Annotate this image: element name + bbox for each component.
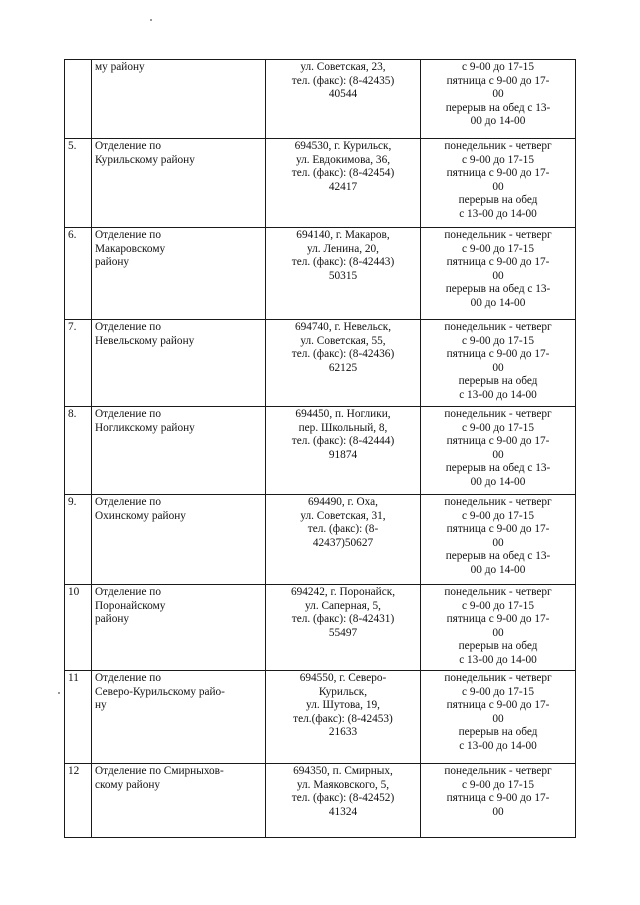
hours-cell	[421, 671, 576, 764]
row-number: 10	[65, 585, 92, 671]
hours-line: пятница с 9-00 до 17-	[446, 348, 550, 361]
hours-line: понедельник - четверг	[444, 765, 552, 777]
row-number: 11	[65, 671, 92, 764]
address-line: 694550, г. Северо-	[299, 672, 387, 684]
office-name-line: Отделение по	[95, 229, 161, 241]
hours-line: пятница с 9-00 до 17-	[446, 613, 550, 626]
office-name-line: Отделение по	[95, 496, 161, 508]
table-row	[65, 764, 576, 838]
hours-line: с 13-00 до 14-00	[459, 739, 537, 752]
hours-cell	[421, 228, 576, 320]
hours-line: перерыв на обед	[458, 375, 538, 388]
table-row	[65, 60, 576, 139]
table-row	[65, 495, 576, 585]
address-line: тел. (факс): (8-42435)	[291, 74, 395, 87]
office-name-cell	[92, 764, 266, 838]
address-line: 694140, г. Макаров,	[296, 229, 390, 241]
address-line: 21633	[328, 726, 358, 739]
hours-line: понедельник - четверг	[444, 496, 552, 508]
hours-line: с 9-00 до 17-15	[462, 685, 534, 698]
office-name-line: Макаровскому	[95, 242, 166, 255]
hours-line: перерыв на обед	[458, 194, 538, 207]
hours-line: с 9-00 до 17-15	[462, 421, 534, 434]
scan-speck	[58, 692, 60, 694]
address-cell	[266, 320, 421, 407]
hours-line: пятница с 9-00 до 17-	[446, 167, 550, 180]
table-row	[65, 407, 576, 495]
address-line: тел. (факс): (8-42443)	[291, 256, 395, 269]
hours-line: с 9-00 до 17-15	[462, 242, 534, 255]
hours-line: 00	[492, 805, 504, 818]
hours-line: перерыв на обед с 13-	[445, 550, 551, 563]
address-line: 91874	[328, 448, 358, 461]
hours-line: перерыв на обед	[458, 640, 538, 653]
hours-cell	[421, 407, 576, 495]
hours-line: 00	[492, 88, 504, 101]
address-cell	[266, 495, 421, 585]
office-name-line: Отделение по	[95, 672, 161, 684]
hours-line: перерыв на обед	[458, 726, 538, 739]
hours-line: понедельник - четверг	[444, 140, 552, 152]
address-line: 694450, п. Ноглики,	[295, 408, 391, 420]
address-line: 40544	[328, 88, 358, 101]
hours-line: с 9-00 до 17-15	[462, 509, 534, 522]
office-name-cell	[92, 320, 266, 407]
hours-line: понедельник - четверг	[444, 229, 552, 241]
address-line: ул. Саперная, 5,	[305, 599, 381, 612]
office-name-line: Невельскому району	[95, 334, 195, 347]
address-line: 41324	[328, 805, 358, 818]
hours-line: понедельник - четверг	[444, 672, 552, 684]
office-name-line: скому району	[95, 778, 161, 791]
office-name-line: Курильскому району	[95, 153, 195, 166]
address-line: ул. Маяковского, 5,	[296, 778, 390, 791]
office-name-cell	[92, 671, 266, 764]
hours-cell	[421, 764, 576, 838]
hours-line: с 13-00 до 14-00	[459, 388, 537, 401]
hours-line: 00	[492, 536, 504, 549]
address-line: 694490, г. Оха,	[307, 496, 379, 508]
address-line: 50315	[328, 269, 358, 282]
address-line: 694530, г. Курильск,	[294, 140, 392, 152]
office-name-line: Поронайскому	[95, 599, 166, 612]
row-number	[65, 60, 92, 139]
row-number: 9.	[65, 495, 92, 585]
address-line: 62125	[328, 361, 358, 374]
address-line: 694740, г. Невельск,	[294, 321, 392, 333]
hours-line: с 13-00 до 14-00	[459, 207, 537, 220]
address-cell	[266, 764, 421, 838]
office-name-line: району	[95, 256, 130, 269]
hours-line: перерыв на обед с 13-	[445, 101, 551, 114]
address-cell	[266, 671, 421, 764]
address-line: Курильск,	[318, 685, 368, 698]
hours-line: 00 до 14-00	[470, 296, 526, 309]
office-name-cell	[92, 585, 266, 671]
address-cell	[266, 407, 421, 495]
address-line: тел. (факс): (8-42454)	[291, 167, 395, 180]
address-cell	[266, 139, 421, 228]
office-name-cell	[92, 495, 266, 585]
address-line: тел. (факс): (8-42431)	[291, 613, 395, 626]
hours-line: 00	[492, 361, 504, 374]
address-line: тел. (факс): (8-42436)	[291, 348, 395, 361]
address-line: ул. Советская, 55,	[300, 334, 386, 347]
hours-cell	[421, 60, 576, 139]
address-line: 694350, п. Смирных,	[293, 765, 393, 777]
table-row	[65, 228, 576, 320]
address-cell	[266, 585, 421, 671]
hours-line: пятница с 9-00 до 17-	[446, 435, 550, 448]
hours-line: 00	[492, 626, 504, 639]
office-name-line: Отделение по	[95, 586, 161, 598]
row-number: 5.	[65, 139, 92, 228]
hours-line: 00	[492, 712, 504, 725]
table-row	[65, 671, 576, 764]
hours-line: пятница с 9-00 до 17-	[446, 256, 550, 269]
hours-cell	[421, 495, 576, 585]
row-number: 12	[65, 764, 92, 838]
hours-line: понедельник - четверг	[444, 321, 552, 333]
address-line: ул. Советская, 31,	[300, 509, 386, 522]
office-name-line: Отделение по	[95, 140, 161, 152]
hours-line: 00 до 14-00	[470, 475, 526, 488]
office-name-cell	[92, 139, 266, 228]
hours-line: 00 до 14-00	[470, 563, 526, 576]
hours-cell	[421, 320, 576, 407]
address-line: тел. (факс): (8-42452)	[291, 792, 395, 805]
address-cell	[266, 60, 421, 139]
address-line: пер. Школьный, 8,	[298, 421, 388, 434]
address-line: ул. Евдокимова, 36,	[295, 153, 391, 166]
office-name-line: Отделение по	[95, 408, 161, 420]
address-line: ул. Советская, 23,	[300, 61, 386, 73]
hours-cell	[421, 585, 576, 671]
hours-line: перерыв на обед с 13-	[445, 283, 551, 296]
hours-cell	[421, 139, 576, 228]
hours-line: с 13-00 до 14-00	[459, 653, 537, 666]
address-line: тел. (факс): (8-42444)	[291, 435, 395, 448]
office-name-line: Отделение по Смирныхов-	[95, 765, 224, 777]
office-name-line: Отделение по	[95, 321, 161, 333]
office-name-cell	[92, 407, 266, 495]
office-name-line: Охинскому району	[95, 509, 186, 522]
address-line: 42437)50627	[312, 536, 374, 549]
hours-line: с 9-00 до 17-15	[462, 334, 534, 347]
hours-line: 00	[492, 448, 504, 461]
office-name-line: Северо-Курильскому райо-	[95, 685, 225, 698]
address-line: тел. (факс): (8-	[307, 523, 379, 536]
table-body	[65, 60, 576, 838]
hours-line: перерыв на обед с 13-	[445, 462, 551, 475]
hours-line: с 9-00 до 17-15	[462, 778, 534, 791]
table-row	[65, 585, 576, 671]
hours-line: понедельник - четверг	[444, 586, 552, 598]
office-name-line: му району	[95, 61, 145, 73]
office-name-cell	[92, 228, 266, 320]
hours-line: с 9-00 до 17-15	[462, 599, 534, 612]
row-number: 8.	[65, 407, 92, 495]
office-name-line: ну	[95, 699, 107, 712]
hours-line: пятница с 9-00 до 17-	[446, 792, 550, 805]
table-row	[65, 139, 576, 228]
address-line: ул. Шутова, 19,	[306, 699, 380, 712]
address-line: 55497	[328, 626, 358, 639]
hours-line: с 9-00 до 17-15	[462, 153, 534, 166]
hours-line: 00	[492, 180, 504, 193]
address-line: тел.(факс): (8-42453)	[293, 712, 393, 725]
hours-line: пятница с 9-00 до 17-	[446, 74, 550, 87]
hours-line: пятница с 9-00 до 17-	[446, 523, 550, 536]
hours-line: 00	[492, 269, 504, 282]
office-name-line: району	[95, 613, 130, 626]
address-line: ул. Ленина, 20,	[307, 242, 379, 255]
hours-line: с 9-00 до 17-15	[462, 61, 534, 73]
address-line: 694242, г. Поронайск,	[290, 586, 396, 598]
hours-line: 00 до 14-00	[470, 115, 526, 128]
office-name-cell	[92, 60, 266, 139]
row-number: 6.	[65, 228, 92, 320]
office-name-line: Ногликскому району	[95, 421, 195, 434]
table-row	[65, 320, 576, 407]
address-line: 42417	[328, 180, 358, 193]
scan-speck	[150, 19, 152, 21]
hours-line: пятница с 9-00 до 17-	[446, 699, 550, 712]
branch-offices-table	[64, 59, 576, 838]
address-cell	[266, 228, 421, 320]
hours-line: понедельник - четверг	[444, 408, 552, 420]
row-number: 7.	[65, 320, 92, 407]
